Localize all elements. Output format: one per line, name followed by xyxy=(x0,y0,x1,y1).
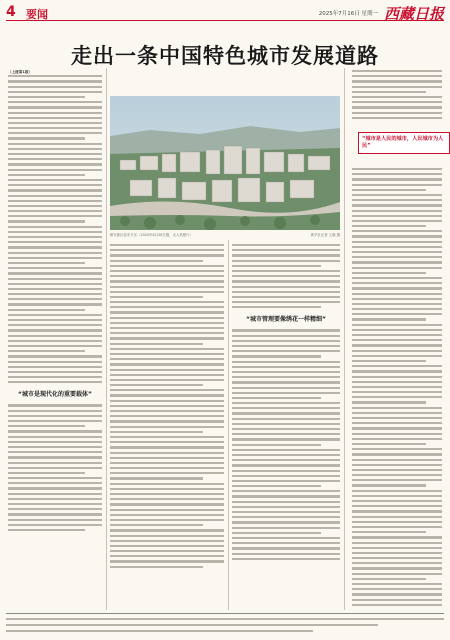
continued-label: （上接第1版） xyxy=(8,70,33,74)
issue-date: 2025年7月16日 星期一 xyxy=(318,11,378,17)
article-headline: 走出一条中国特色城市发展道路 xyxy=(71,43,379,68)
page-number: 4 xyxy=(6,4,16,20)
article-column-2 xyxy=(110,244,224,571)
page-header xyxy=(6,4,444,21)
article-column-3 xyxy=(232,244,340,563)
photo-caption xyxy=(110,232,340,237)
article-column-4-continued xyxy=(352,168,442,609)
article-column-4 xyxy=(352,70,442,122)
newspaper-logo: 西藏日报 xyxy=(383,5,444,23)
aerial-city-photo xyxy=(110,96,340,230)
caption-text: 雄安新区容东片区（2025年4月28日摄，无人机照片） xyxy=(110,233,193,237)
section-name: 要闻 xyxy=(26,8,48,21)
pull-quote-box xyxy=(358,132,450,154)
subheading-1: “城市是现代化的重要载体” xyxy=(18,391,92,399)
column-divider xyxy=(228,240,229,610)
article-column-1 xyxy=(8,70,102,534)
column-divider xyxy=(344,68,345,610)
column-divider xyxy=(106,68,107,610)
subheading-3: “城市是人民的城市，人民城市为人民” xyxy=(362,136,444,149)
page-footer xyxy=(6,613,444,636)
subheading-2: “城市管理要像绣花一样精细” xyxy=(246,316,326,324)
photo-credit: 新华社记者 王晓 摄 xyxy=(310,233,340,237)
article-photo xyxy=(110,96,340,230)
